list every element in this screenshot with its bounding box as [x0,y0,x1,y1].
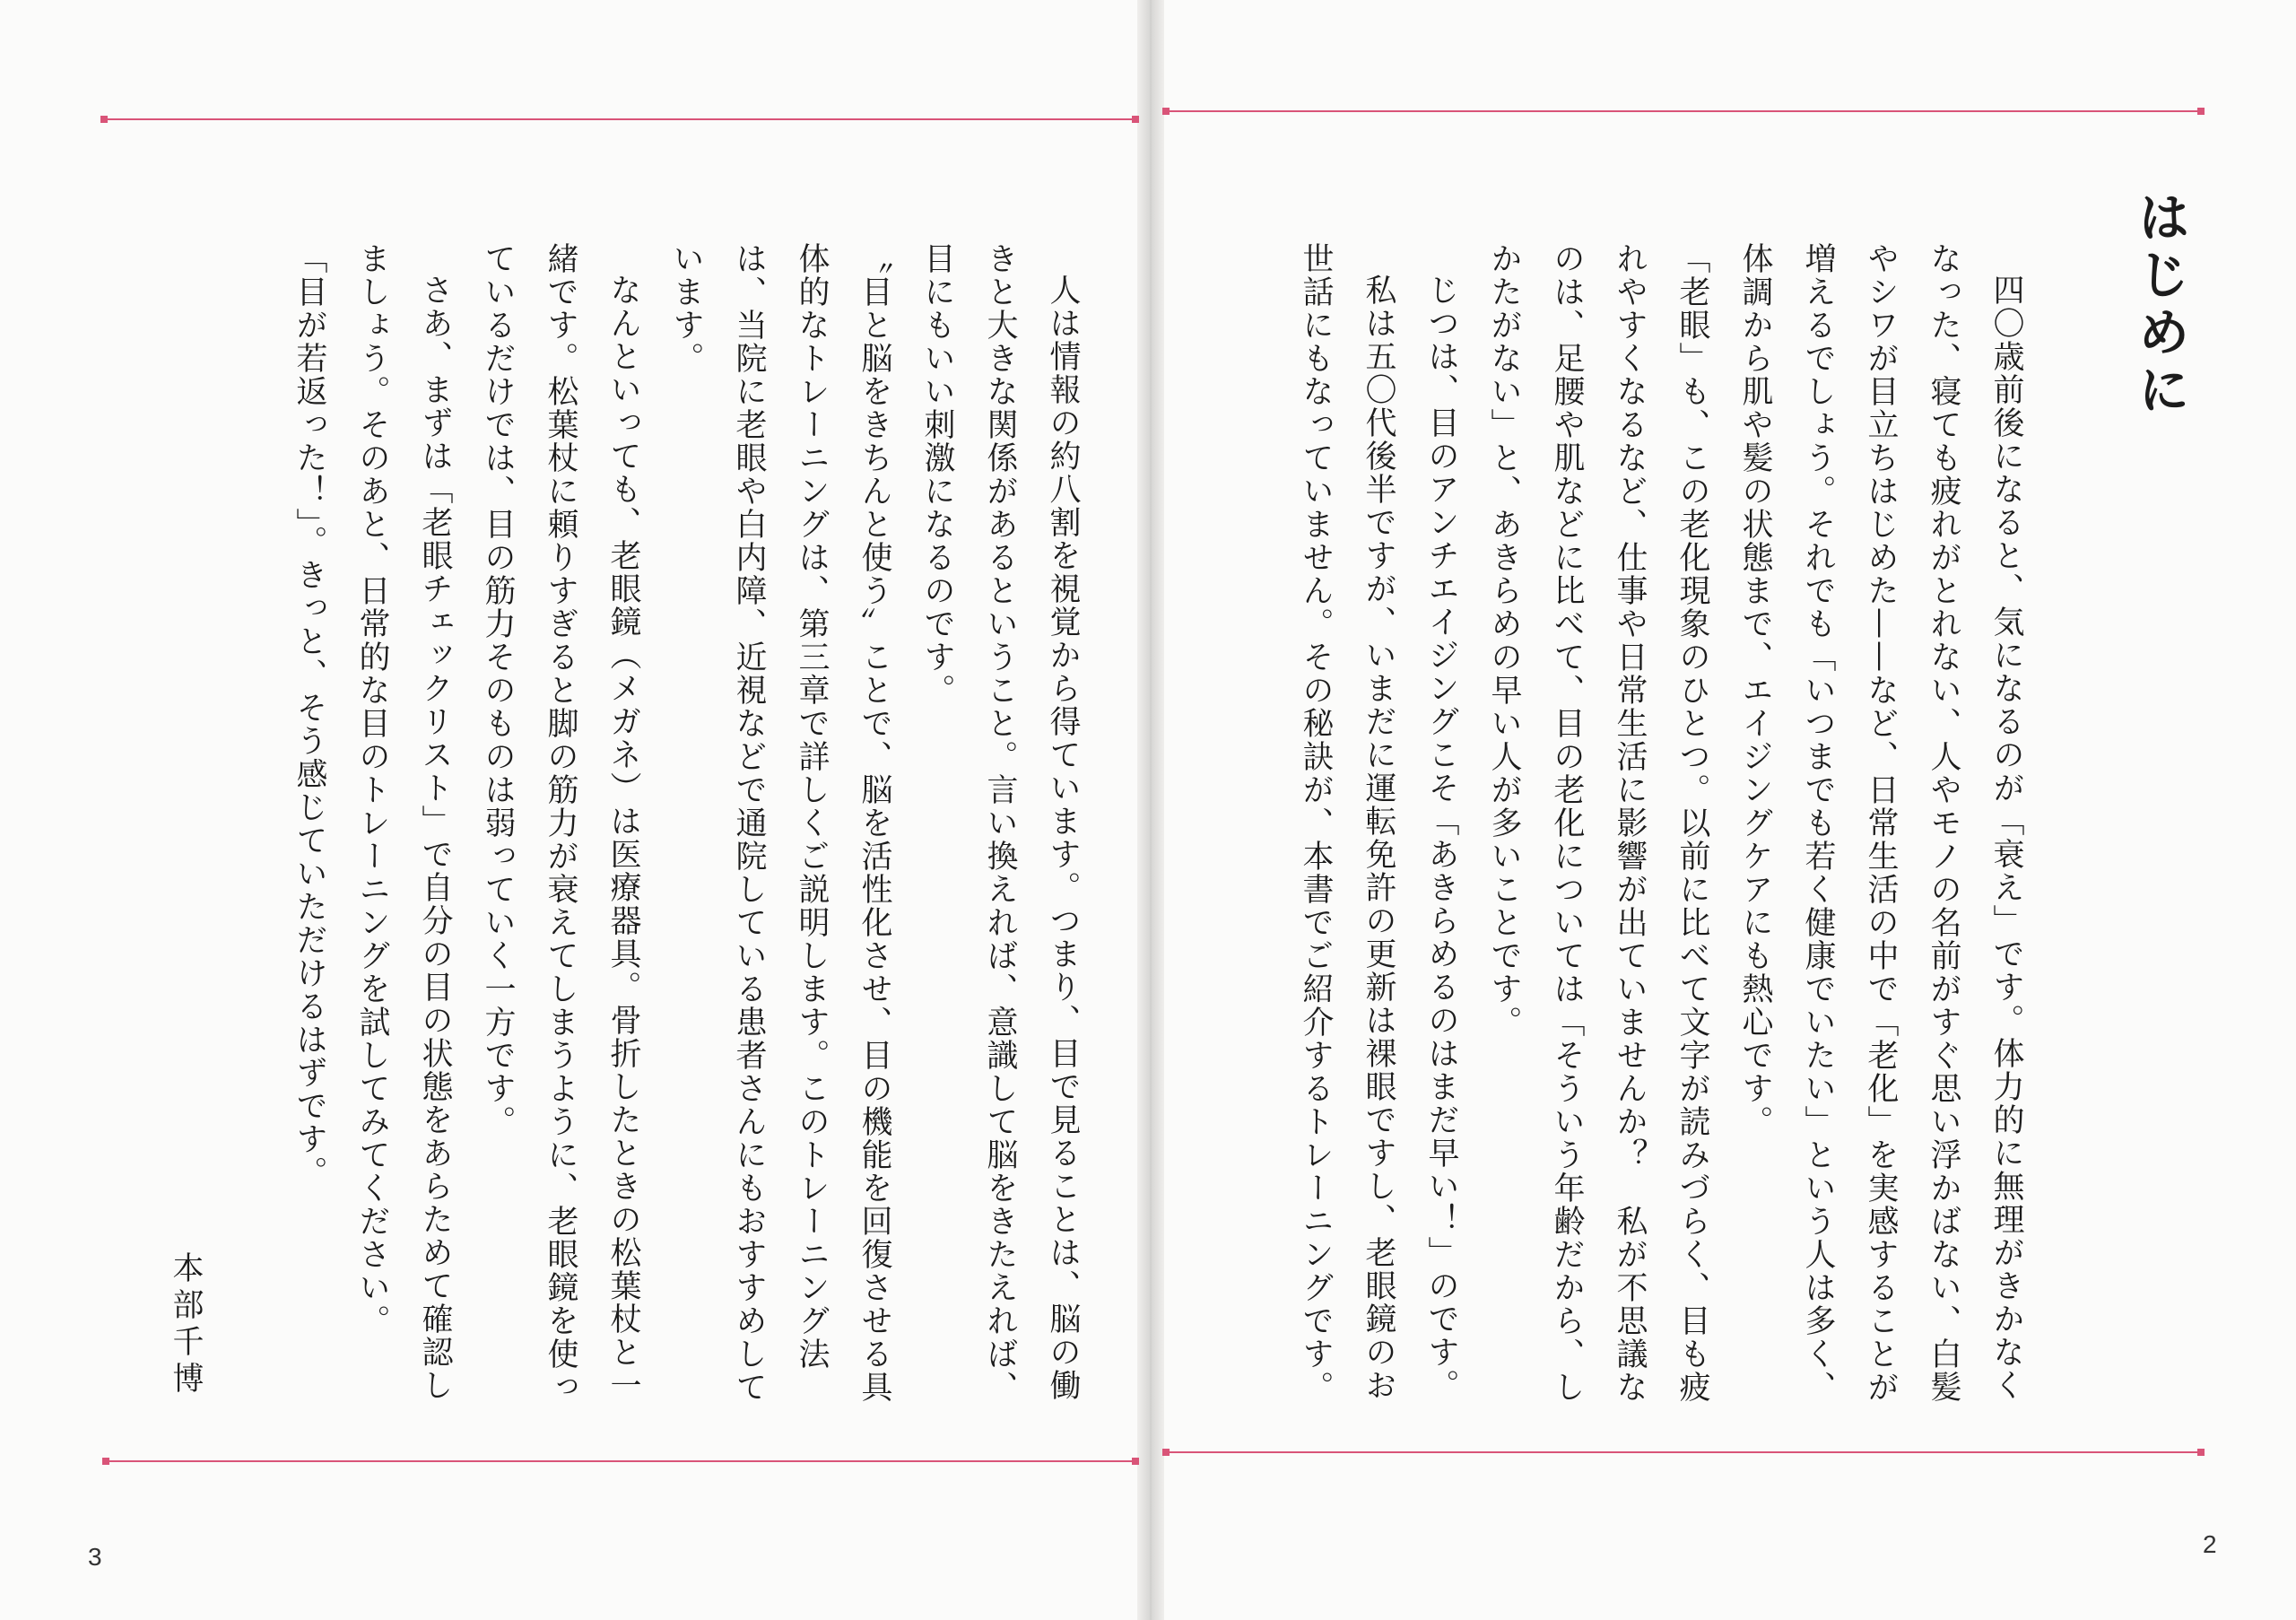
paragraph-9: 「目が若返った！」。きっと、そう感じていただけるはずです。 [291,242,327,1189]
page-title: はじめに [2129,190,2190,420]
book-gutter [1137,0,1164,1620]
page-number-right: 2 [2203,1530,2217,1558]
paragraph-7: なんといっても、老眼鏡（メガネ）は医療器具。骨折したときの松葉杖と一緒です。松葉杖に頼りすぎると脚の筋力が衰えてしまうように、老眼鏡を使っているだけでは、目の筋力そのものは弱っていく一方です。 [480,242,641,1404]
paragraph-6: 〝目と脳をきちんと使う〟ことで、脳を活性化させ、目の機能を回復させる具体的なトレーニングは、第三章で詳しくご説明します。このトレーニング法は、当院に老眼や白内障、近視などで通院している患者さんにもおすすめしています。 [668,242,892,1404]
right-page-body [1231,242,2038,1426]
bottom-rule-left [106,1460,1135,1462]
paragraph-8: さあ、まずは「老眼チェックリスト」で自分の目の状態をあらためて確認しましょう。そのあと、日常的な目のトレーニングを試してみてください。 [354,242,453,1402]
top-rule-right [1166,110,2201,112]
bottom-rule-right [1166,1451,2201,1453]
paragraph-3: じつは、目のアンチエイジングこそ「あきらめるのはまだ早い！」のです。 [1423,274,1459,1402]
paragraph-4: 私は五〇代後半ですが、いまだに運転免許の更新は裸眼ですし、老眼鏡のお世話にもなっていません。その秘訣が、本書でご紹介するトレーニングです。 [1298,242,1396,1404]
author-name: 本部千博 [168,1251,204,1398]
paragraph-5: 人は情報の約八割を視覚から得ています。つまり、目で見ることは、脳の働きと大きな関係があるということ。言い換えれば、意識して脳をきたえれば、目にもいい刺激になるのです。 [919,242,1081,1404]
paragraph-2: 「老眼」も、この老化現象のひとつ。以前に比べて文字が読みづらく、目も疲れやすくなるなど、仕事や日常生活に影響が出ていませんか？ 私が不思議なのは、足腰や肌などに比べて、目の老化については「そういう年齢だから、しかたがない」と、あきらめの早い人が多いことです。 [1486,242,1710,1404]
top-rule-left [104,118,1135,120]
left-page-body [260,242,1094,1426]
paragraph-1: 四〇歳前後になると、気になるのが「衰え」です。体力的に無理がきかなくなった、寝ても疲れがとれない、人やモノの名前がすぐ思い浮かばない、白髪やシワが目立ちはじめた——など、日常生活の中で「老化」を実感することが増えるでしょう。それでも「いつまでも若く健康でいたい」という人は多く、体調から肌や髪の状態まで、エイジングケアにも熱心です。 [1737,242,2024,1404]
page-number-left: 3 [88,1543,102,1571]
